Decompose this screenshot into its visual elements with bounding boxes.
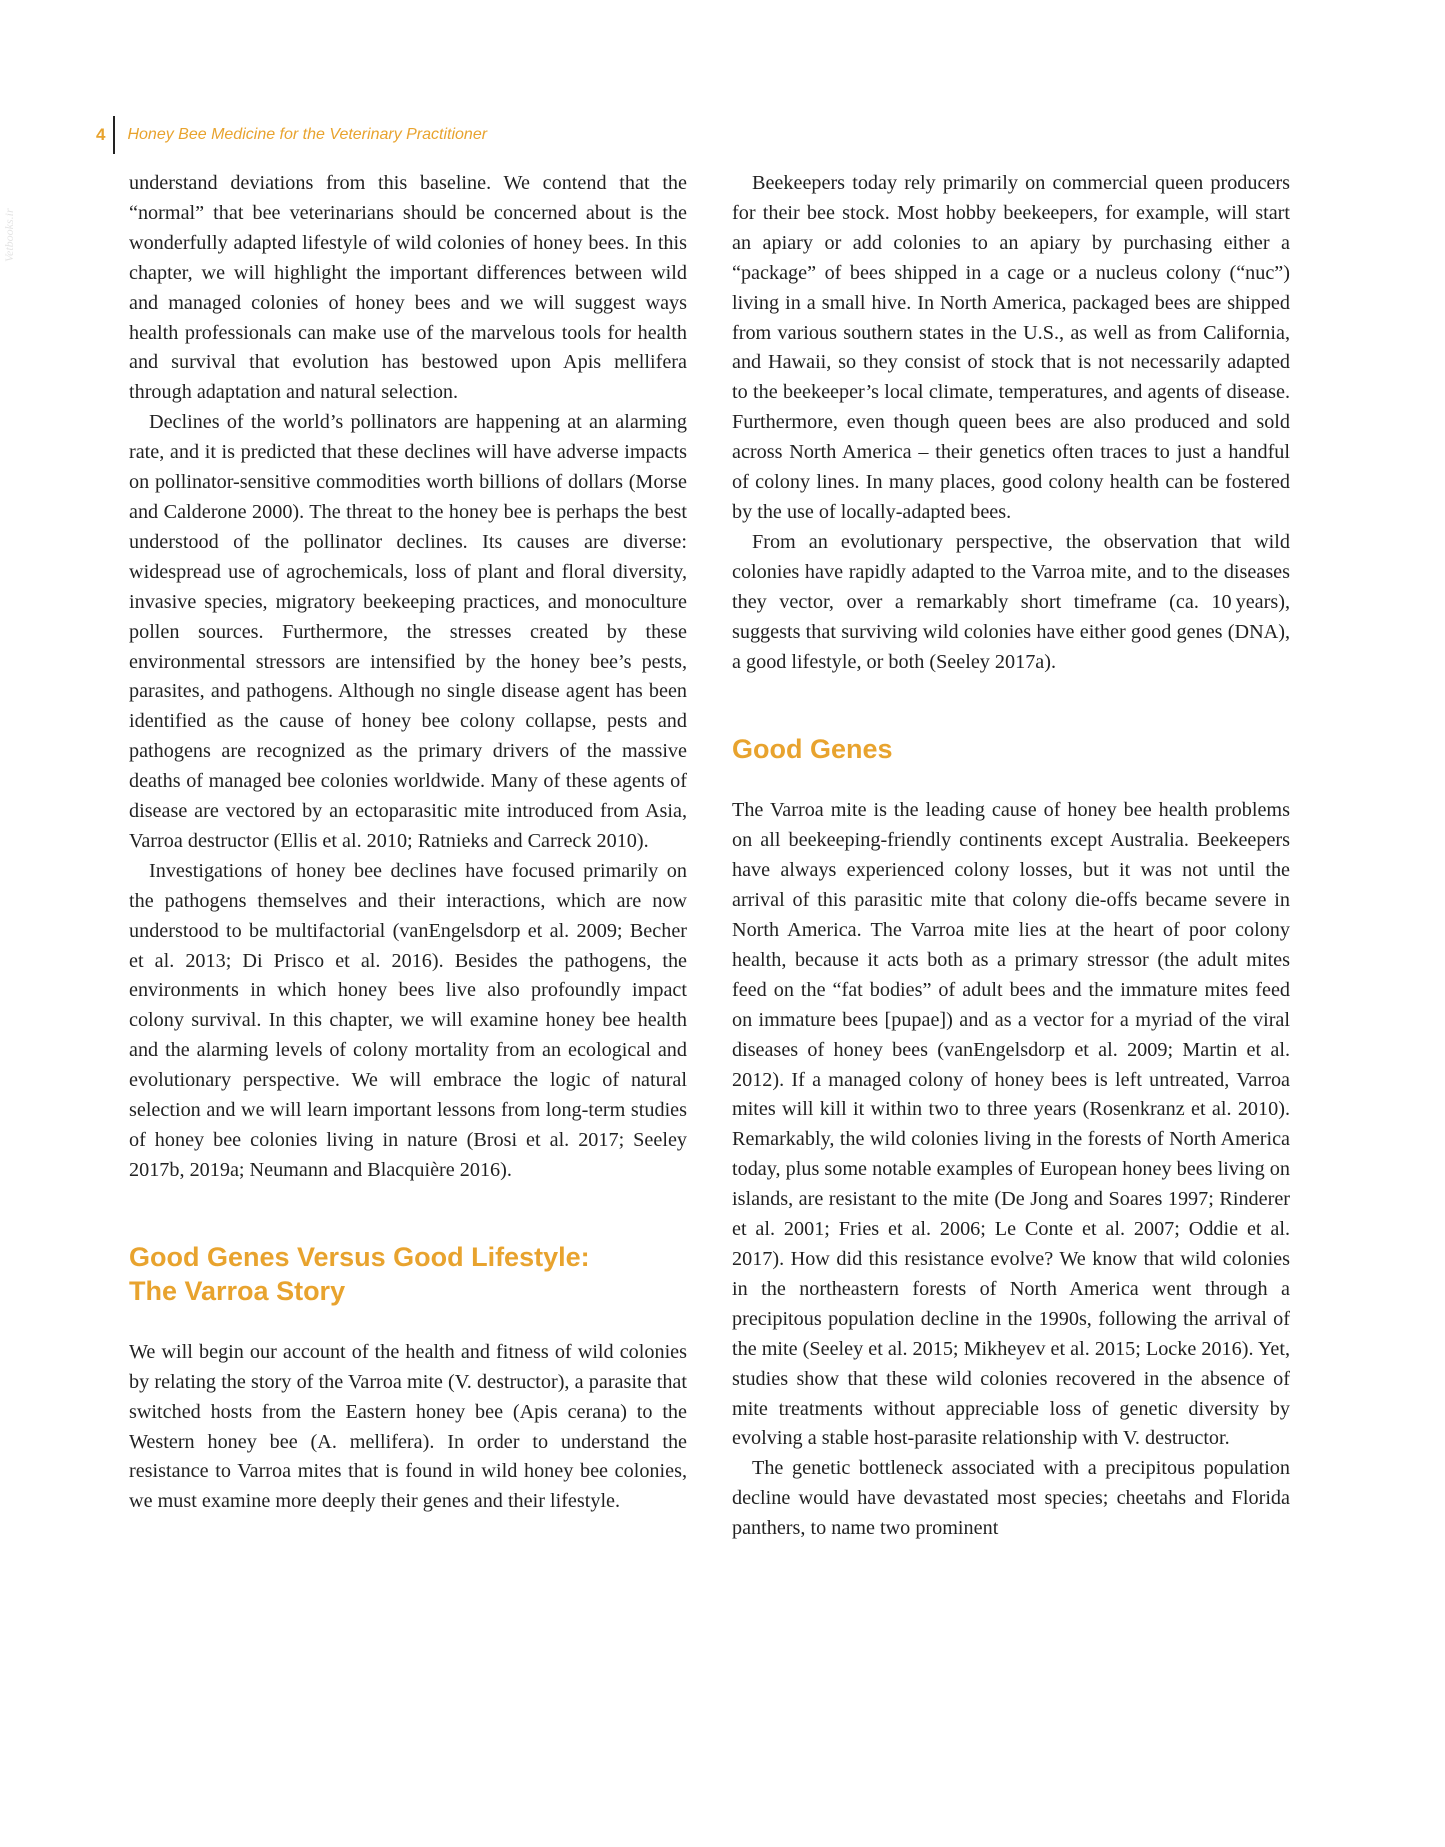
paragraph: Declines of the world’s pollinators are happening at an alarming rate, and it is predicted that these declines will have adverse impacts on pollinator-sensitive commodities worth billions of dollars (Morse and Calderone 2000). The threat to the honey bee is perhaps the best understood of the pollinator declines. Its causes are diverse: widespread use of agrochemicals, loss of plant and floral diversity, invasive species, migratory beekeeping practices, and monoculture pollen sources. Furthermore, the stresses created by these environmental stressors are intensified by the honey bee’s pests, parasites, and pathogens. Although no single disease agent has been identified as the cause of honey bee colony collapse, pests and pathogens are recognized as the primary drivers of the massive deaths of managed bee colonies worldwide. Many of these agents of disease are vectored by an ectoparasitic mite introduced from Asia, Varroa destructor (Ellis et al. 2010; Ratnieks and Carreck 2010). — [129, 411, 687, 852]
page-number: 4 — [96, 125, 106, 144]
right-column — [732, 169, 1290, 1544]
paragraph: understand deviations from this baseline. We contend that the “normal” that bee veterinarians should be concerned about is the wonderfully adapted lifestyle of wild colonies of honey bees. In this chapter, we will highlight the important differences between wild and managed colonies of honey bees and we will suggest ways health professionals can make use of the marvelous tools for health and survival that evolution has bestowed upon Apis mellifera through adaptation and natural selection. — [129, 172, 687, 404]
paragraph: We will begin our account of the health and fitness of wild colonies by relating the story of the Varroa mite (V. destructor), a parasite that switched hosts from the Eastern honey bee (Apis cerana) to the Western honey bee (A. mellifera). In order to understand the resistance to Varroa mites that is found in wild honey bee colonies, we must examine more deeply their genes and their lifestyle. — [129, 1340, 687, 1513]
section-heading-line: Good Genes Versus Good Lifestyle: — [129, 1241, 590, 1272]
paragraph: Beekeepers today rely primarily on commercial queen producers for their bee stock. Most hobby beekeepers, for example, will start an apiary or add colonies to an apiary by purchasing either a “package” of bees shipped in a cage or a nucleus colony (“nuc”) living in a small hive. In North America, packaged bees are shipped from various southern states in the U.S., as well as from California, and Hawaii, so they consist of stock that is not necessarily adapted to the beekeeper’s local climate, temperatures, and agents of disease. Furthermore, even though queen bees are also produced and sold across North America – their genetics often traces to just a handful of colony lines. In many places, good colony health can be fostered by the use of locally-adapted bees. — [732, 172, 1290, 523]
paragraph: The genetic bottleneck associated with a precipitous population decline would have devastated most species; cheetahs and Florida panthers, to name two prominent — [732, 1457, 1290, 1540]
paragraph: From an evolutionary perspective, the observation that wild colonies have rapidly adapted to the Varroa mite, and to the diseases they vector, over a remarkably short timeframe (ca. 10 years), suggests that surviving wild colonies have either good genes (DNA), a good lifestyle, or both (Seeley 2017a). — [732, 530, 1290, 673]
watermark: Vetbooks.ir — [2, 208, 16, 262]
paragraph: Investigations of honey bee declines have focused primarily on the pathogens themselves and their interactions, which are now understood to be multifactorial (vanEngelsdorp et al. 2009; Becher et al. 2013; Di Prisco et al. 2016). Besides the pathogens, the environments in which honey bees live also profoundly impact colony survival. In this chapter, we will examine honey bee health and the alarming levels of colony mortality from an ecological and evolutionary perspective. We will embrace the logic of natural selection and we will learn important lessons from long-term studies of honey bee colonies living in nature (Brosi et al. 2017; Seeley 2017b, 2019a; Neumann and Blacquière 2016). — [129, 859, 687, 1181]
section-heading: Good Genes — [732, 734, 893, 765]
page-header — [96, 116, 487, 154]
running-title: Honey Bee Medicine for the Veterinary Practitioner — [127, 126, 488, 143]
paragraph: The Varroa mite is the leading cause of honey bee health problems on all beekeeping-friendly continents except Australia. Beekeepers have always experienced colony losses, but it was not until the arrival of this parasitic mite that colony die-offs became severe in North America. The Varroa mite lies at the heart of poor colony health, because it acts both as a primary stressor (the adult mites feed on the “fat bodies” of adult bees and the immature mites feed on immature bees [pupae]) and as a vector for a myriad of the viral diseases of honey bees (vanEngelsdorp et al. 2009; Martin et al. 2012). If a managed colony of honey bees is left untreated, Varroa mites will kill it within two to three years (Rosenkranz et al. 2010). Remarkably, the wild colonies living in the forests of North America today, plus some notable examples of European honey bees living on islands, are resistant to the mite (De Jong and Soares 1997; Rinderer et al. 2001; Fries et al. 2006; Le Conte et al. 2007; Oddie et al. 2017). How did this resistance evolve? We know that wild colonies in the northeastern forests of North America went through a precipitous population decline in the 1990s, following the arrival of the mite (Seeley et al. 2015; Mikheyev et al. 2015; Locke 2016). Yet, studies show that these wild colonies recovered in the absence of mite treatments without appreciable loss of genetic diversity by evolving a stable host-parasite relationship with V. destructor. — [732, 799, 1290, 1450]
left-column — [129, 169, 687, 1517]
section-heading — [129, 1240, 687, 1308]
section-heading-line: The Varroa Story — [129, 1275, 346, 1306]
header-divider — [113, 116, 115, 154]
